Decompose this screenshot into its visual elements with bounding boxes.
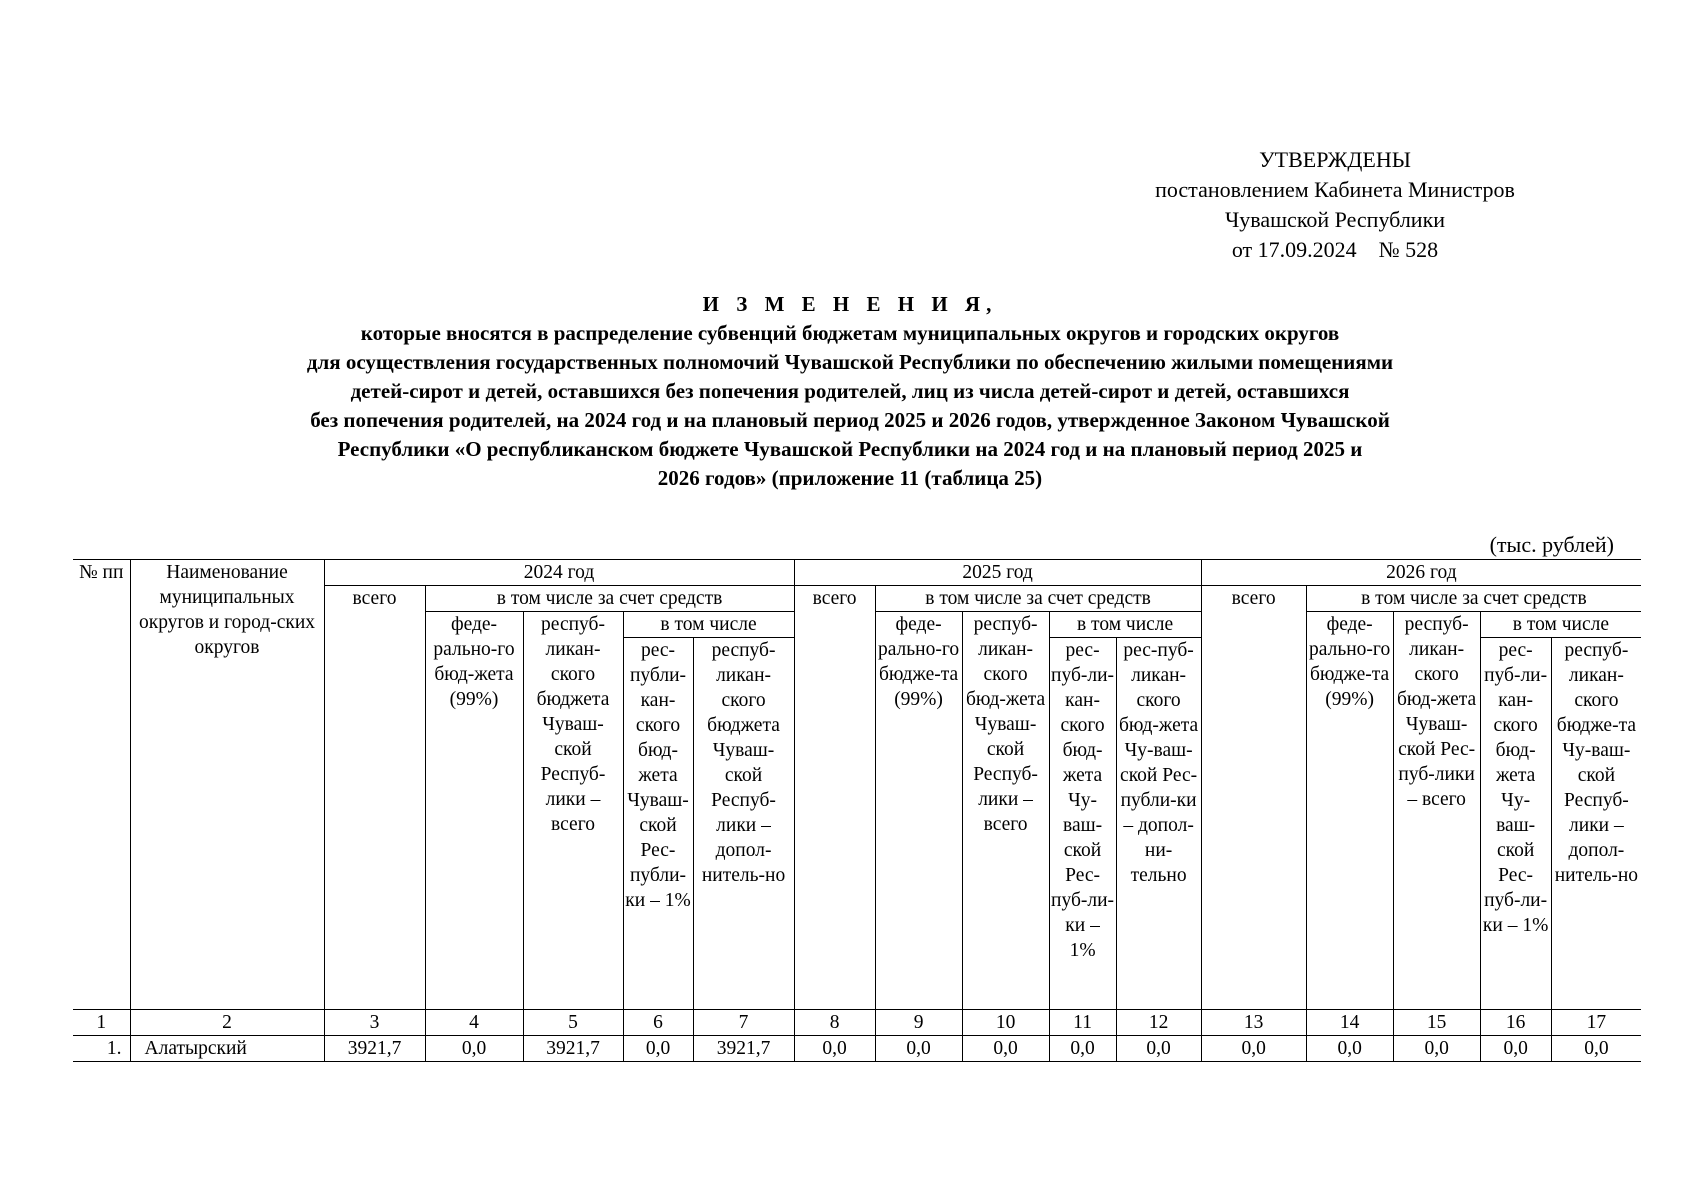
column-number: 7 (693, 1010, 794, 1036)
heading-line-3: детей-сирот и детей, оставшихся без попечения родителей, лиц из числа детей-сирот и детей, оставшихся (350, 379, 1350, 403)
header-2026-rep-add: респуб-ликан-ского бюдже-та Чу-ваш-ской Респуб-лики – допол-нитель-но (1551, 638, 1641, 1010)
header-2024-incl: в том числе (623, 612, 794, 638)
header-2025-total: всего (794, 586, 875, 1010)
header-2025-incl-sources: в том числе за счет средств (875, 586, 1201, 612)
row-value: 0,0 (794, 1036, 875, 1062)
header-2025-rep-total: респуб-ликан-ского бюд-жета Чуваш-ской Респуб-лики – всего (962, 612, 1049, 1010)
column-number: 1 (73, 1010, 130, 1036)
header-2024-rep-add: респуб-ликан-ского бюджета Чуваш-ской Респуб-лики – допол-нитель-но (693, 638, 794, 1010)
column-number: 8 (794, 1010, 875, 1036)
row-value: 0,0 (962, 1036, 1049, 1062)
heading-line-2: для осуществления государственных полномочий Чувашской Республики по обеспечению жилыми помещениями (306, 350, 1394, 374)
table-row (73, 1036, 1641, 1062)
row-name: Алатырский (130, 1036, 324, 1062)
header-2024-total: всего (324, 586, 425, 1010)
row-value: 0,0 (1480, 1036, 1551, 1062)
column-number: 3 (324, 1010, 425, 1036)
column-number: 2 (130, 1010, 324, 1036)
header-2026-rep-1pct: рес-пуб-ли-кан-ского бюд-жета Чу-ваш-ской Рес-пуб-ли-ки – 1% (1480, 638, 1551, 1010)
row-value: 3921,7 (523, 1036, 623, 1062)
column-number: 11 (1049, 1010, 1116, 1036)
heading-line-6: 2026 годов» (приложение 11 (таблица 25) (657, 466, 1043, 490)
header-2025-rep-add: рес-пуб-ликан-ского бюд-жета Чу-ваш-ской Рес-публи-ки – допол-ни-тельно (1116, 638, 1201, 1010)
header-2025-rep-1pct: рес-пуб-ли-кан-ского бюд-жета Чу-ваш-ской Рес-пуб-ли-ки – 1% (1049, 638, 1116, 1010)
document-title: И З М Е Н Е Н И Я, (702, 292, 998, 316)
column-number: 12 (1116, 1010, 1201, 1036)
header-2026-incl-sources: в том числе за счет средств (1306, 586, 1641, 612)
row-value: 0,0 (1201, 1036, 1306, 1062)
subventions-table (73, 559, 1641, 1062)
row-value: 0,0 (425, 1036, 523, 1062)
column-number: 4 (425, 1010, 523, 1036)
column-number: 16 (1480, 1010, 1551, 1036)
units-label: (тыс. рублей) (1489, 532, 1614, 557)
header-2025-federal: феде-рально-го бюдже-та (99%) (875, 612, 962, 1010)
header-2024-rep-1pct: рес-публи-кан-ского бюд-жета Чуваш-ской Рес-публи-ки – 1% (623, 638, 693, 1010)
heading-line-1: которые вносятся в распределение субвенций бюджетам муниципальных округов и городских округов (360, 321, 1340, 345)
row-value: 0,0 (1393, 1036, 1480, 1062)
approval-line-date-number: от 17.09.2024 № 528 (1231, 237, 1439, 262)
header-2026-incl: в том числе (1480, 612, 1641, 638)
header-2024-federal: феде-рально-го бюд-жета (99%) (425, 612, 523, 1010)
row-value: 0,0 (623, 1036, 693, 1062)
header-2026-rep-total: респуб-ликан-ского бюд-жета Чуваш-ской Рес-пуб-лики – всего (1393, 612, 1480, 1010)
column-number: 10 (962, 1010, 1049, 1036)
table-body (73, 1036, 1641, 1062)
column-number: 14 (1306, 1010, 1393, 1036)
approval-line-republic: Чувашской Республики (1224, 207, 1446, 232)
row-value: 0,0 (1551, 1036, 1641, 1062)
row-value: 3921,7 (693, 1036, 794, 1062)
column-number: 5 (523, 1010, 623, 1036)
column-number: 15 (1393, 1010, 1480, 1036)
row-index: 1. (73, 1036, 130, 1062)
column-number-row (73, 1010, 1641, 1036)
row-value: 0,0 (1116, 1036, 1201, 1062)
row-value: 0,0 (1306, 1036, 1393, 1062)
approval-block (1105, 145, 1565, 265)
header-name: Наименование муниципальных округов и город-ских округов (130, 560, 324, 1010)
header-row-years (73, 560, 1641, 586)
column-number: 17 (1551, 1010, 1641, 1036)
document-heading (150, 290, 1550, 493)
header-no: № пп (73, 560, 130, 1010)
header-year-2024: 2024 год (324, 560, 794, 586)
row-value: 3921,7 (324, 1036, 425, 1062)
column-number: 6 (623, 1010, 693, 1036)
header-2024-incl-sources: в том числе за счет средств (425, 586, 794, 612)
header-2025-incl: в том числе (1049, 612, 1201, 638)
approval-line-decree: постановлением Кабинета Министров (1155, 177, 1515, 202)
header-year-2026: 2026 год (1201, 560, 1641, 586)
header-2024-rep-total: респуб-ликан-ского бюджета Чуваш-ской Респуб-лики – всего (523, 612, 623, 1010)
heading-line-5: Республики «О республиканском бюджете Чувашской Республики на 2024 год и на плановый период 2025 и (337, 437, 1363, 461)
approval-title: УТВЕРЖДЕНЫ (1259, 147, 1411, 172)
row-value: 0,0 (1049, 1036, 1116, 1062)
column-number: 9 (875, 1010, 962, 1036)
header-2026-total: всего (1201, 586, 1306, 1010)
heading-line-4: без попечения родителей, на 2024 год и на плановый период 2025 и 2026 годов, утвержденное Законом Чувашской (310, 408, 1390, 432)
column-number: 13 (1201, 1010, 1306, 1036)
row-value: 0,0 (875, 1036, 962, 1062)
header-2026-federal: феде-рально-го бюдже-та (99%) (1306, 612, 1393, 1010)
header-year-2025: 2025 год (794, 560, 1201, 586)
